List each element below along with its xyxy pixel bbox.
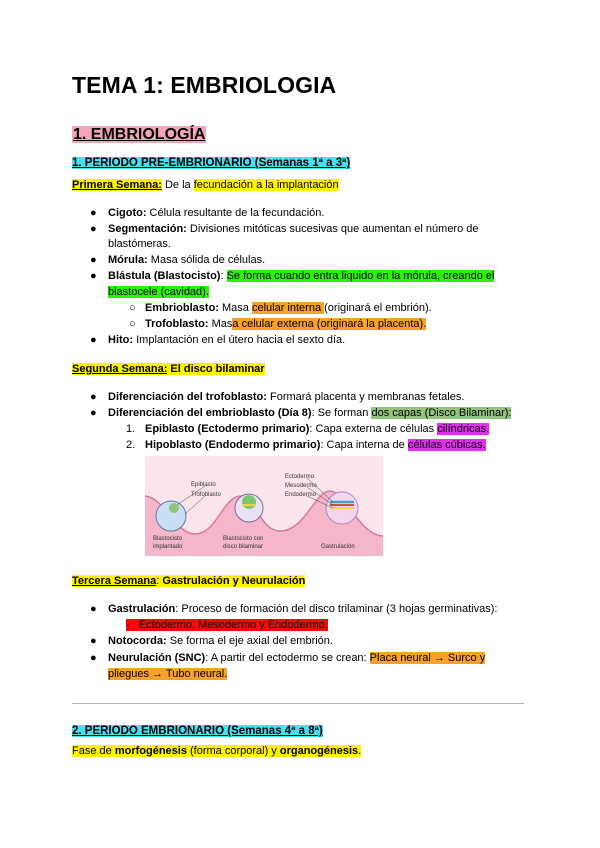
list-number: 1.	[126, 423, 136, 435]
figure-label-epiblasto: Epiblasto	[191, 482, 216, 488]
subbullet-icon: ○	[129, 302, 136, 314]
week3-title: Gastrulación y Neurulación	[162, 575, 306, 587]
definition: : A partir del ectodermo se crean:	[205, 652, 370, 664]
period1-heading	[72, 155, 350, 171]
list-item-morula	[108, 252, 265, 268]
section-heading-text: 1. EMBRIOLOGÍA	[73, 126, 206, 143]
desc-organogenesis: organogénesis	[279, 745, 359, 757]
definition: Mas	[208, 318, 233, 330]
bullet-icon: ●	[90, 391, 97, 403]
desc-morfogenesis: morfogénesis	[114, 745, 187, 757]
definition-highlight: cilíndricas.	[437, 423, 490, 435]
term: Blástula (Blastocisto)	[108, 270, 221, 282]
definition: Masa	[218, 302, 252, 314]
figure-caption-1b: implantado	[153, 544, 183, 550]
section-heading	[72, 126, 206, 144]
definition-highlight: Placa neural → Surco y	[369, 652, 486, 664]
desc-pre: Fase de	[72, 745, 115, 757]
week2-title	[167, 363, 264, 375]
bilaminar-disc	[242, 495, 256, 509]
definition: : Proceso de formación del disco trilaminar (3 hojas germinativas):	[175, 603, 498, 615]
list-item-hipoblasto	[145, 437, 486, 453]
list-item-segmentacion	[108, 221, 479, 237]
definition: Se forma el eje axial del embrión.	[166, 635, 333, 647]
definition-highlight: dos capas (Disco Bilaminar):	[371, 407, 512, 419]
term: Hito:	[108, 334, 134, 346]
list-item-segmentacion-cont	[108, 236, 171, 252]
week3-label: Tercera Semana	[72, 575, 157, 587]
term: Diferenciación del embrioblasto (Día 8)	[108, 407, 312, 419]
bullet-icon: ●	[90, 407, 97, 419]
desc-end: .	[358, 745, 362, 757]
week2-label: Segunda Semana:	[72, 363, 168, 375]
embryology-figure	[145, 456, 383, 556]
list-item-gastrulacion-cont	[126, 617, 328, 633]
week1-label: Primera Semana:	[72, 179, 162, 191]
figure-caption-2a: Blastocisto con	[223, 536, 264, 542]
period2-heading	[72, 723, 323, 739]
term: Epiblasto (Ectodermo primario)	[145, 423, 310, 435]
list-item-neurulacion-cont	[108, 666, 227, 682]
term: Trofoblasto:	[145, 318, 209, 330]
definition-highlight: celular interna	[251, 302, 325, 314]
desc-mid: (forma corporal) y	[186, 745, 280, 757]
section-divider	[72, 703, 524, 704]
list-item-embrioblasto	[145, 300, 432, 316]
page-title: TEMA 1: EMBRIOLOGIA	[72, 72, 337, 98]
list-item-dif-trofoblasto	[108, 389, 464, 405]
bullet-icon: ●	[90, 207, 97, 219]
period2-heading-text: 2. PERIODO EMBRIONARIO (Semanas 4ª a 8ª)	[72, 725, 323, 737]
bullet-icon: ●	[90, 334, 97, 346]
bullet-icon: ●	[90, 652, 97, 664]
list-item-trofoblasto	[145, 316, 426, 332]
period2-description	[72, 743, 361, 759]
definition-highlight	[126, 619, 328, 631]
term: Diferenciación del trofoblasto:	[108, 391, 267, 403]
list-item-gastrulacion	[108, 601, 497, 617]
definition: Implantación en el útero hacia el sexto día.	[133, 334, 346, 346]
bullet-icon: ●	[90, 270, 97, 282]
term: Hipoblasto (Endodermo primario)	[145, 439, 321, 451]
week1-desc-prefix: De la	[161, 179, 194, 191]
list-item-cigoto	[108, 205, 324, 221]
definition: Masa sólida de células.	[147, 254, 266, 266]
list-item-epiblasto	[145, 421, 489, 437]
term: Gastrulación	[108, 603, 176, 615]
definition: Célula resultante de la fecundación.	[146, 207, 325, 219]
term: Segmentación:	[108, 223, 187, 235]
term: Cigoto:	[108, 207, 147, 219]
subbullet-icon: ○	[129, 318, 136, 330]
week2-heading	[72, 361, 265, 377]
figure-label-ectodermo: Ectodermo	[285, 474, 315, 480]
term: Neurulación (SNC)	[108, 652, 206, 664]
figure-caption-3: Gastrulación	[321, 544, 355, 550]
definition: (originará el embrión).	[324, 302, 432, 314]
bullet-icon: ●	[90, 603, 97, 615]
bullet-icon: ●	[90, 635, 97, 647]
definition: Divisiones mitóticas sucesivas que aumentan el número de	[186, 223, 479, 235]
figure-caption-1a: Blastocisto	[153, 536, 183, 542]
list-item-blastula	[108, 268, 494, 284]
period1-heading-text: 1. PERIODO PRE-EMBRIONARIO (Semanas 1ª a 3ª)	[72, 157, 351, 169]
week2-title-text: El disco bilaminar	[170, 363, 265, 375]
week1-desc-highlight: fecundación a la implantación	[193, 179, 339, 191]
bullet-icon: ●	[90, 223, 97, 235]
definition: : Se forman	[311, 407, 372, 419]
term: Embrioblasto:	[145, 302, 219, 314]
definition-highlight: Se forma cuando entra liquido en la mórula, creando el	[226, 270, 495, 282]
figure-label-trofoblasto: Trofoblasto	[191, 492, 221, 498]
term-colon: :	[220, 270, 227, 282]
definition: : Capa externa de células	[309, 423, 438, 435]
list-item-dif-embrioblasto	[108, 405, 511, 421]
germ-layers-text: Ectodermo, Mesodermo y Endodermo.	[138, 619, 328, 631]
list-item-notocorda	[108, 633, 333, 649]
figure-label-mesodermo: Mesodermo	[285, 483, 317, 489]
definition: Formará placenta y membranas fetales.	[266, 391, 465, 403]
week3-heading	[72, 573, 305, 589]
definition-highlight: pliegues → Tubo neural.	[108, 668, 228, 680]
figure-caption-2b: disco bilaminar	[223, 544, 264, 550]
term: Mórula:	[108, 254, 148, 266]
dash-glyph: -	[126, 619, 130, 631]
list-item-blastula-cont	[108, 284, 209, 300]
list-item-hito	[108, 332, 345, 348]
figure-label-endodermo: Endodermo	[285, 492, 317, 498]
list-item-neurulacion	[108, 650, 485, 666]
definition-highlight: a celular externa (originará la placenta).	[232, 318, 427, 330]
definition-highlight: blastocele (cavidad).	[108, 286, 209, 298]
list-number: 2.	[126, 439, 136, 451]
bullet-icon: ●	[90, 254, 97, 266]
definition-highlight: células cúbicas.	[407, 439, 486, 451]
definition: : Capa interna de	[320, 439, 408, 451]
term: Notocorda:	[108, 635, 167, 647]
definition: blastómeras.	[108, 238, 171, 250]
period2-desc-highlight	[72, 745, 361, 757]
week1-heading	[72, 177, 339, 193]
week3-colon: :	[156, 575, 163, 587]
